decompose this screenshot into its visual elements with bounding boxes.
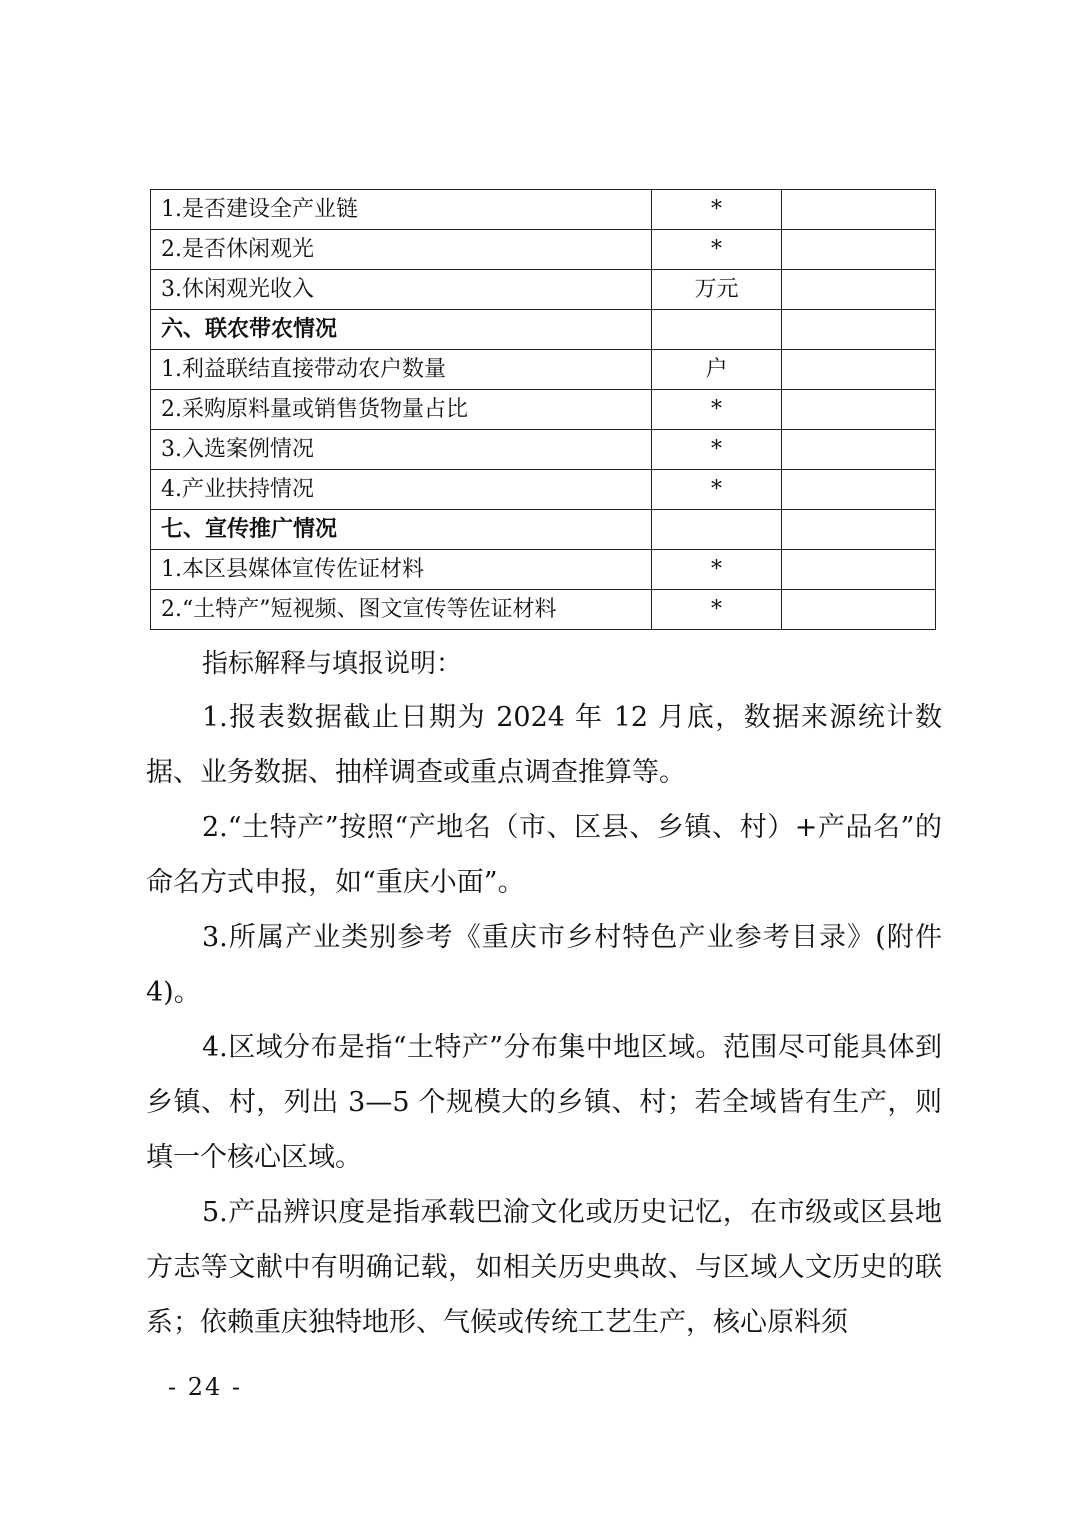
table-row xyxy=(151,550,936,590)
instruction-paragraph: 5.产品辨识度是指承载巴渝文化或历史记忆，在市级或区县地方志等文献中有明确记载，如相关历史典故、与区域人文历史的联系；依赖重庆独特地形、气候或传统工艺生产，核心原料须 xyxy=(146,1197,942,1338)
indicator-unit: * xyxy=(652,470,782,510)
indicator-unit: * xyxy=(652,190,782,230)
table-row xyxy=(151,230,936,270)
indicator-name: 3.入选案例情况 xyxy=(151,430,652,470)
indicator-unit: * xyxy=(652,230,782,270)
indicator-name: 2.是否休闲观光 xyxy=(151,230,652,270)
indicator-value xyxy=(782,430,936,470)
indicator-name: 4.产业扶持情况 xyxy=(151,470,652,510)
table-row xyxy=(151,190,936,230)
indicator-value xyxy=(782,230,936,270)
indicator-value xyxy=(782,190,936,230)
indicator-value xyxy=(782,390,936,430)
instruction-paragraph: 2.“土特产”按照“产地名（市、区县、乡镇、村）+产品名”的命名方式申报，如“重庆小面”。 xyxy=(146,812,942,898)
section-header-row xyxy=(151,310,936,350)
table-row xyxy=(151,350,936,390)
instructions-title: 指标解释与填报说明： xyxy=(202,649,463,679)
indicator-value xyxy=(782,270,936,310)
indicator-name: 3.休闲观光收入 xyxy=(151,270,652,310)
indicator-unit: 万元 xyxy=(652,270,782,310)
indicator-name: 2.“土特产”短视频、图文宣传等佐证材料 xyxy=(151,590,652,630)
indicator-unit: * xyxy=(652,390,782,430)
indicator-unit: * xyxy=(652,590,782,630)
indicator-value xyxy=(782,310,936,350)
table-row xyxy=(151,390,936,430)
indicator-name: 1.利益联结直接带动农户数量 xyxy=(151,350,652,390)
indicator-value xyxy=(782,470,936,510)
indicator-unit: 户 xyxy=(652,350,782,390)
instructions-section xyxy=(146,642,942,1350)
table-row xyxy=(151,270,936,310)
table-row xyxy=(151,590,936,630)
indicator-name: 1.是否建设全产业链 xyxy=(151,190,652,230)
page-number: - 24 - xyxy=(168,1373,243,1401)
table-row xyxy=(151,430,936,470)
table-row xyxy=(151,470,936,510)
indicator-unit xyxy=(652,310,782,350)
indicator-unit: * xyxy=(652,430,782,470)
section-title: 六、联农带农情况 xyxy=(151,310,652,350)
section-title: 七、宣传推广情况 xyxy=(151,510,652,550)
instruction-paragraph: 4.区域分布是指“土特产”分布集中地区域。范围尽可能具体到乡镇、村，列出 3—5 个规模大的乡镇、村；若全域皆有生产，则填一个核心区域。 xyxy=(146,1032,942,1173)
indicator-value xyxy=(782,550,936,590)
indicator-unit xyxy=(652,510,782,550)
indicator-name: 2.采购原料量或销售货物量占比 xyxy=(151,390,652,430)
indicator-unit: * xyxy=(652,550,782,590)
indicator-table xyxy=(150,189,936,630)
indicator-value xyxy=(782,350,936,390)
instruction-paragraph: 1.报表数据截止日期为 2024 年 12 月底，数据来源统计数据、业务数据、抽样调查或重点调查推算等。 xyxy=(146,702,942,788)
section-header-row xyxy=(151,510,936,550)
indicator-name: 1.本区县媒体宣传佐证材料 xyxy=(151,550,652,590)
instruction-paragraph: 3.所属产业类别参考《重庆市乡村特色产业参考目录》(附件 4)。 xyxy=(146,922,942,1008)
indicator-value xyxy=(782,590,936,630)
indicator-value xyxy=(782,510,936,550)
